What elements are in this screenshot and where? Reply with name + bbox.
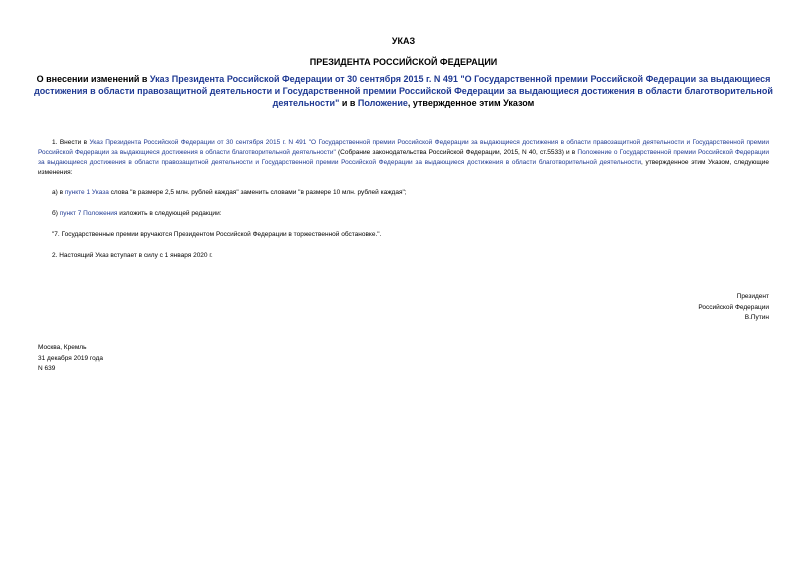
subparagraph-b xyxy=(52,209,222,219)
pb-suffix: изложить в следующей редакции: xyxy=(117,210,222,217)
pa-suffix: слова "в размере 2,5 млн. рублей каждая" заменить словами "в размере 10 млн. рублей каждая"; xyxy=(108,189,407,196)
subject-regulation-link[interactable]: Положение xyxy=(357,98,408,108)
subject-middle: и в xyxy=(339,98,358,108)
document-type-heading: УКАЗ xyxy=(391,36,416,46)
pb-prefix: б) xyxy=(52,210,60,217)
pa-link[interactable]: пункте 1 Указа xyxy=(64,189,109,196)
signature-country: Российской Федерации xyxy=(698,303,769,311)
p1-prefix: 1. Внести в xyxy=(52,139,90,146)
signature-title: Президент xyxy=(736,293,769,300)
document-number: N 639 xyxy=(38,365,56,372)
paragraph-2: 2. Настоящий Указ вступает в силу с 1 января 2020 г. xyxy=(52,252,213,259)
subject-prefix: О внесении изменений в xyxy=(36,74,150,84)
subparagraph-a xyxy=(52,188,407,198)
signing-place: Москва, Кремль xyxy=(38,344,87,351)
signature-block xyxy=(698,292,769,324)
p1-middle: (Собрание законодательства Российской Федерации, 2015, N 40, ст.5533) и в xyxy=(335,149,578,156)
p1-regulation-link[interactable]: Положение о Государственной премии Российской Федерации за выдающиеся достижения в области правозащитной деятельности и Государственной премии Российской Федерации за выдающиеся достижения в области благотворительной деятельности xyxy=(38,149,770,166)
paragraph-1 xyxy=(38,138,769,178)
p1-suffix: , утвержденное этим Указом, следующие изменения: xyxy=(38,159,769,176)
document-subject-title xyxy=(30,73,777,109)
document-issuer-heading: ПРЕЗИДЕНТА РОССИЙСКОЙ ФЕДЕРАЦИИ xyxy=(309,57,498,67)
place-date-block xyxy=(38,343,103,375)
subject-decree-link[interactable]: Указ Президента Российской Федерации от 30 сентября 2015 г. N 491 "О Государственной премии Российской Федерации за выдающиеся достижения в области правозащитной деятельности и Государственной премии Российской Федерации за выдающиеся достижения в области благотворительной деятельности" xyxy=(34,74,773,108)
pa-prefix: а) в xyxy=(52,189,65,196)
quoted-new-text: "7. Государственные премии вручаются Президентом Российской Федерации в торжественной обстановке.". xyxy=(52,231,382,238)
signature-name: В.Путин xyxy=(744,314,769,321)
p1-decree-link[interactable]: Указ Президента Российской Федерации от 30 сентября 2015 г. N 491 "О Государственной премии Российской Федерации за выдающиеся достижения в области правозащитной деятельности и Государственной премии Российской Федерации за выдающиеся достижения в области благотворительной деятельности" xyxy=(38,139,769,156)
subject-suffix: , утвержденное этим Указом xyxy=(407,98,535,108)
signing-date: 31 декабря 2019 года xyxy=(38,354,104,362)
pb-link[interactable]: пункт 7 Положения xyxy=(59,210,118,217)
